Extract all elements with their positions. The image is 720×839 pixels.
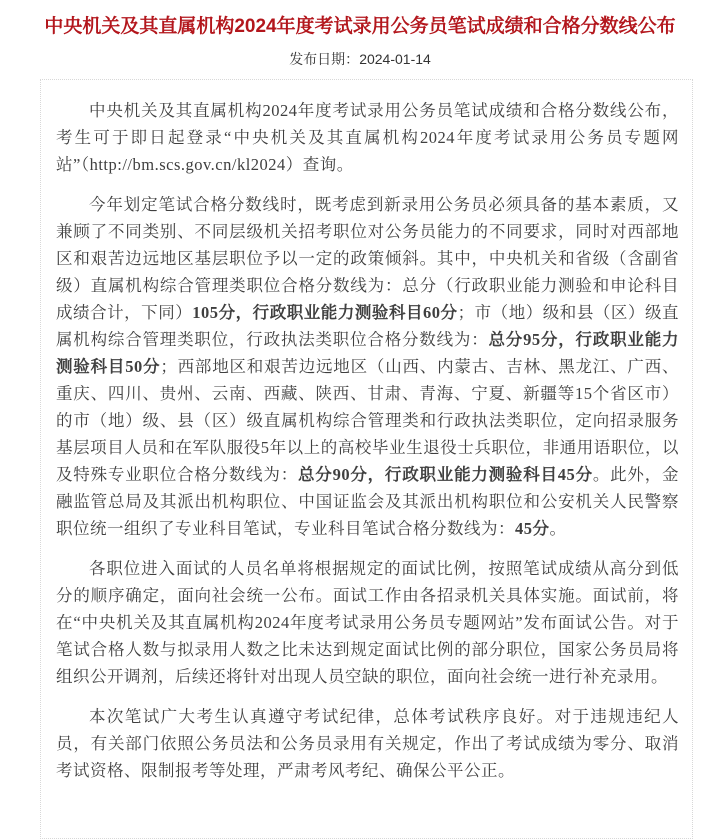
paragraph <box>56 97 679 178</box>
text-run: ；西部地区和艰苦边远地区（山西、内蒙古、吉林、黑龙江、广西、重庆、四川、贵州、云南、西藏、陕西、甘肃、青海、宁夏、新疆等15个省区市）的市（地）级、县（区）级直属机构综合管理类和行政执法类职位，定向招录服务基层项目人员和在军队服役5年以上的高校毕业生退役士兵职位，非通用语职位，以及特殊专业职位合格分数线为： <box>56 357 680 484</box>
bold-text-run: 总分90分，行政职业能力测验科目45分 <box>298 465 593 484</box>
paragraph <box>56 191 679 542</box>
text-run: 各职位进入面试的人员名单将根据规定的面试比例，按照笔试成绩从高分到低分的顺序确定，面向社会统一公布。面试工作由各招录机关具体实施。面试前，将在“中央机关及其直属机构2024年度考试录用公务员专题网站”发布面试公告。对于笔试合格人数与拟录用人数之比未达到规定面试比例的部分职位，国家公务员局将组织公开调剂，后续还将针对出现人员空缺的职位，面向社会统一进行补充录用。 <box>56 559 679 686</box>
text-run: ；市（地）级和县（区）级直属机构综合管理类职位，行政执法类职位合格分数线为： <box>56 303 680 349</box>
bold-text-run: 45分 <box>515 519 550 538</box>
content-box <box>40 79 693 839</box>
publish-date-label: 发布日期： <box>289 51 360 67</box>
paragraph <box>56 555 679 690</box>
text-run: 本次笔试广大考生认真遵守考试纪律，总体考试秩序良好。对于违规违纪人员，有关部门依照公务员法和公务员录用有关规定，作出了考试成绩为零分、取消考试资格、限制报考等处理，严肃考风考纪、确保公平公正。 <box>56 707 679 780</box>
article-body <box>56 97 679 784</box>
text-run: 。 <box>549 519 567 538</box>
bold-text-run: 总分95分，行政职业能力测验科目50分 <box>56 330 680 376</box>
publish-date-value: 2024-01-14 <box>359 51 431 67</box>
bold-text-run: 105分，行政职业能力测验科目60分 <box>192 303 458 322</box>
publish-date <box>0 49 720 69</box>
paragraph <box>56 703 679 784</box>
text-run: 中央机关及其直属机构2024年度考试录用公务员笔试成绩和合格分数线公布，考生可于即日起登录“中央机关及其直属机构2024年度考试录用公务员专题网站”（http://bm.scs.gov.cn/kl2024）查询。 <box>56 101 679 174</box>
page-title: 中央机关及其直属机构2024年度考试录用公务员笔试成绩和合格分数线公布 <box>44 16 676 37</box>
text-run: 。此外，金融监管总局及其派出机构职位、中国证监会及其派出机构职位和公安机关人民警察职位统一组织了专业科目笔试，专业科目笔试合格分数线为： <box>56 465 680 538</box>
page-header <box>0 0 720 69</box>
text-run: 今年划定笔试合格分数线时，既考虑到新录用公务员必须具备的基本素质，又兼顾了不同类别、不同层级机关招考职位对公务员能力的不同要求，同时对西部地区和艰苦边远地区基层职位予以一定的政策倾斜。其中，中央机关和省级（含副省级）直属机构综合管理类职位合格分数线为：总分（行政职业能力测验和申论科目成绩合计，下同） <box>56 195 679 322</box>
